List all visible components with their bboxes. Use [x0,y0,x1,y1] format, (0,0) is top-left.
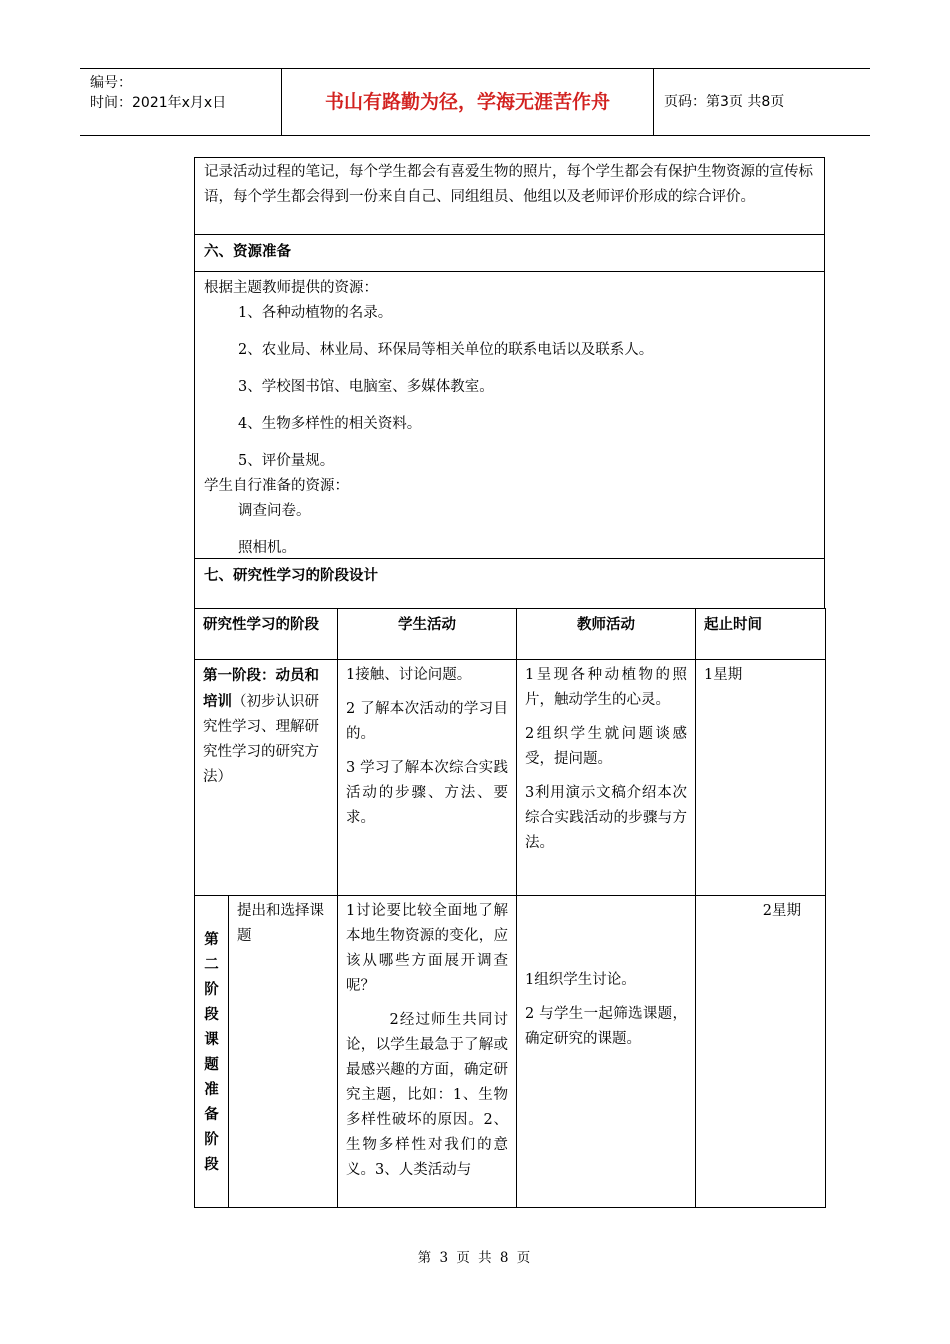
stage2-char: 阶 [204,1130,219,1148]
teacher-resources-label: 根据主题教师提供的资源： [204,280,378,296]
stage1-name-bold: 第一阶段：动员和培训 [203,667,319,710]
intro-paragraph: 记录活动过程的笔记，每个学生都会有喜爱生物的照片，每个学生都会有保护生物资源的宣传标语，每个学生都会得到一份来自自己、同组组员、他组以及老师评价形成的综合评价。 [194,157,825,234]
teacher-resource-item: 2、农业局、林业局、环保局等相关单位的联系电话以及联系人。 [238,342,654,358]
stage1-name [195,660,338,896]
table-row [195,660,826,896]
stage2-char: 二 [204,955,219,973]
teacher-resource-item: 3、学校图书馆、电脑室、多媒体教室。 [238,379,494,395]
section6-title: 六、资源准备 [194,234,825,271]
stage-design-table [194,608,826,1208]
list-item: 2 了解本次活动的学习目的。 [346,701,508,742]
list-item: 3利用演示文稿介绍本次综合实践活动的步骤与方法。 [525,785,687,851]
list-item: 2组织学生就问题谈感受，提问题。 [525,726,687,767]
page-footer: 第 3 页 共 8 页 [417,1250,533,1266]
stage1-student-activity [338,660,517,896]
stage2-vertical-label [195,896,229,1208]
doc-time-label: 时间：2021年x月x日 [90,95,227,111]
stage2-sub-name: 提出和选择课题 [229,896,338,1208]
header-stage: 研究性学习的阶段 [195,609,338,660]
stage2-char: 阶 [204,980,219,998]
student-resource-item: 调查问卷。 [238,503,311,519]
header-teacher-activity: 教师活动 [517,609,696,660]
stage1-teacher-activity [517,660,696,896]
table-row [195,896,826,1208]
stage2-char: 准 [204,1080,219,1098]
list-item: 1组织学生讨论。 [525,972,636,988]
section7-title: 七、研究性学习的阶段设计 [194,558,825,608]
teacher-resource-item: 4、生物多样性的相关资料。 [238,416,422,432]
stage2-student-activity [338,896,517,1208]
stage2-char: 段 [204,1005,219,1023]
page-header [80,68,870,136]
stage1-time: 1星期 [696,660,826,896]
list-item: 3 学习了解本次综合实践活动的步骤、方法、要求。 [346,760,508,826]
list-item: 1接触、讨论问题。 [346,667,472,683]
list-item: 1讨论要比较全面地了解本地生物资源的变化，应该从哪些方面展开调查呢？ [346,903,508,994]
stage1-name-rest: （初步认识研究性学习、理解研究性学习的研究方法） [203,694,319,785]
header-time: 起止时间 [696,609,826,660]
section6-content [194,271,825,558]
student-resources-label: 学生自行准备的资源： [204,478,349,494]
stage2-char: 课 [204,1030,219,1048]
teacher-resource-item: 5、评价量规。 [238,453,335,469]
stage2-teacher-activity [517,896,696,1208]
header-meta [80,69,282,135]
header-page-info: 页码：第3页 共8页 [664,94,785,110]
list-item: 1呈现各种动植物的照片，触动学生的心灵。 [525,667,687,708]
teacher-resource-item: 1、各种动植物的名录。 [238,305,393,321]
stage2-time: 2星期 [696,896,826,1208]
stage2-char: 备 [204,1105,219,1123]
stage2-char: 题 [204,1055,219,1073]
stage2-char: 第 [204,930,219,948]
doc-number-label: 编号： [90,75,132,91]
table-header-row [195,609,826,660]
student-resource-item: 照相机。 [238,540,296,556]
header-student-activity: 学生活动 [338,609,517,660]
stage2-char: 段 [204,1155,219,1173]
header-motto: 书山有路勤为径，学海无涯苦作舟 [282,69,654,135]
document-table [194,157,825,1208]
list-item: 2经过师生共同讨论，以学生最急于了解或最感兴趣的方面，确定研究主题，比如：1、生物多样性破坏的原因。2、生物多样性对我们的意义。3、人类活动与 [346,1012,508,1178]
list-item: 2 与学生一起筛选课题，确定研究的课题。 [525,1006,687,1047]
